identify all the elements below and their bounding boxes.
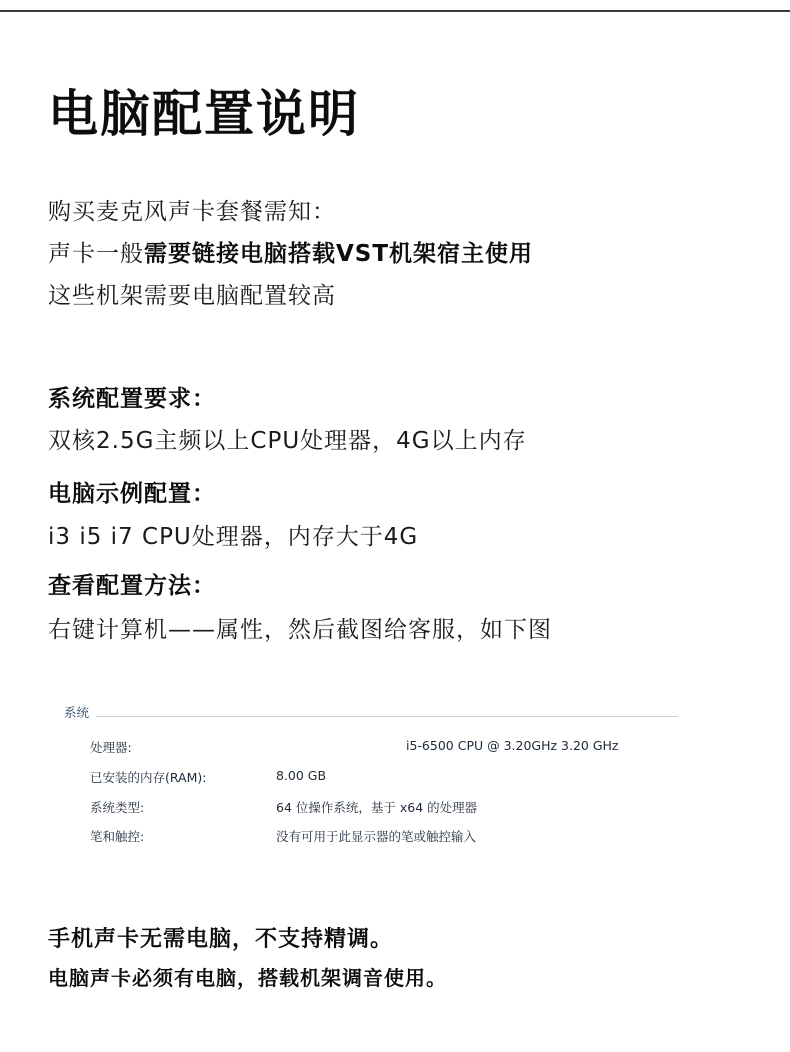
system-type-label: 系统类型:	[90, 800, 145, 815]
example-text: i3 i5 i7 CPU处理器，内存大于4G	[48, 524, 419, 550]
pen-touch-value: 没有可用于此显示器的笔或触控输入	[276, 829, 477, 844]
page-title: 电脑配置说明	[48, 85, 360, 143]
processor-label: 处理器:	[90, 740, 132, 755]
footer-line-1: 手机声卡无需电脑，不支持精调。	[48, 927, 394, 952]
intro-line-2-prefix: 声卡一般	[48, 241, 144, 267]
intro-line-1: 购买麦克风声卡套餐需知：	[48, 199, 336, 225]
example-heading: 电脑示例配置：	[48, 481, 216, 507]
howto-heading: 查看配置方法：	[48, 573, 216, 599]
requirements-heading: 系统配置要求：	[48, 386, 216, 412]
system-section-rule	[96, 716, 678, 717]
requirements-text: 双核2.5G主频以上CPU处理器，4G以上内存	[48, 428, 527, 454]
ram-label: 已安装的内存(RAM):	[90, 770, 207, 785]
footer-line-2: 电脑声卡必须有电脑，搭载机架调音使用。	[48, 966, 447, 990]
intro-line-2	[48, 238, 533, 270]
ram-value: 8.00 GB	[276, 768, 327, 783]
system-section-header: 系统	[64, 705, 90, 720]
pen-touch-label: 笔和触控:	[90, 829, 145, 844]
processor-value: i5-6500 CPU @ 3.20GHz 3.20 GHz	[406, 738, 619, 753]
intro-line-3: 这些机架需要电脑配置较高	[48, 283, 336, 309]
top-divider	[0, 10, 790, 12]
system-info-panel	[60, 700, 682, 860]
intro-line-2-emphasis: 需要链接电脑搭载VST机架宿主使用	[144, 241, 534, 267]
system-type-value: 64 位操作系统，基于 x64 的处理器	[276, 800, 478, 815]
howto-text: 右键计算机——属性，然后截图给客服，如下图	[48, 617, 552, 643]
